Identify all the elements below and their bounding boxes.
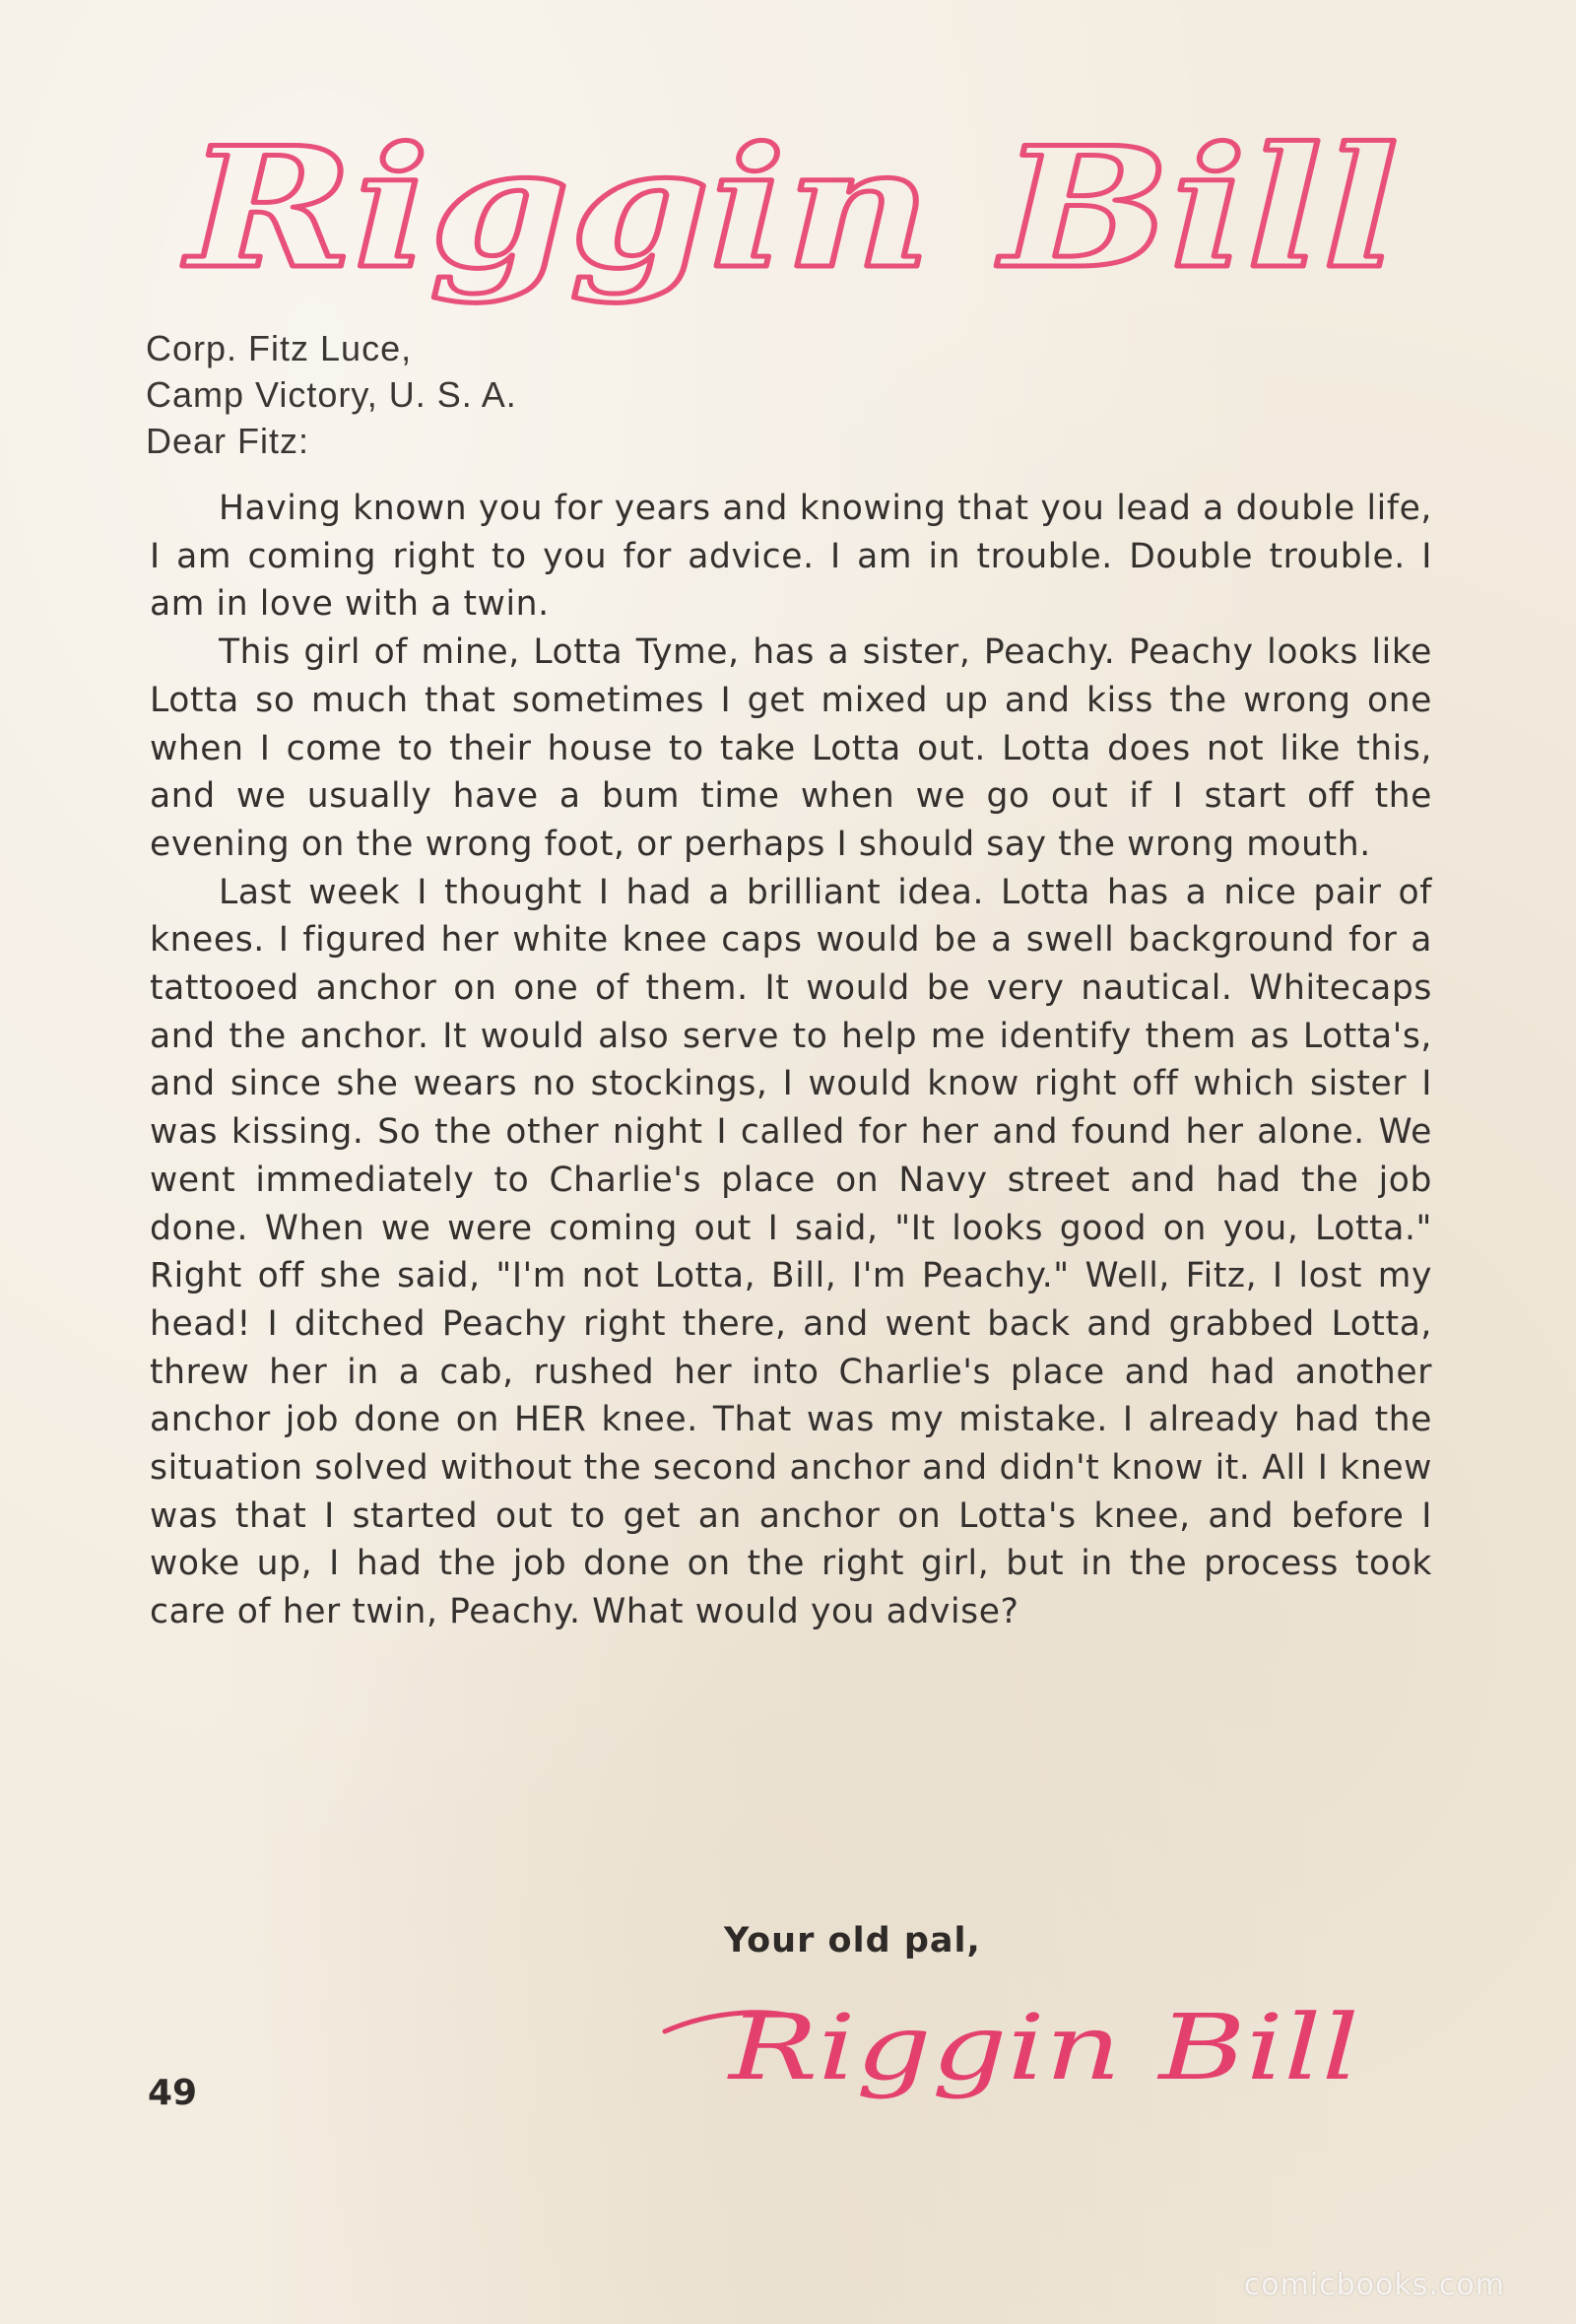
signature-text: Riggin Bill [726, 1995, 1359, 2100]
salutation: Dear Fitz: [146, 421, 310, 461]
recipient-location: Camp Victory, U. S. A. [146, 374, 517, 415]
closing-line: Your old pal, [724, 1921, 981, 1960]
title-text: Riggin Bill [182, 118, 1399, 305]
address-block [146, 325, 1032, 464]
signature [655, 1980, 1413, 2108]
title-script-svg [158, 118, 1428, 315]
signature-svg [655, 1980, 1413, 2108]
paragraph-2: This girl of mine, Lotta Tyme, has a sister, Peachy. Peachy looks like Lotta so much that sometimes I get mixed up and kiss the wrong one when I come to their house to take Lotta out. Lotta does not like this, and we usually have a bum time when we go out if I start off the evening on the wrong foot, or perhaps I should say the wrong mouth. [150, 632, 1432, 864]
letter-body [150, 485, 1432, 1636]
recipient-name: Corp. Fitz Luce, [146, 328, 413, 368]
title-logo [158, 118, 1428, 315]
watermark: comicbooks.com [1243, 2268, 1505, 2302]
paragraph-3: Last week I thought I had a brilliant idea. Lotta has a nice pair of knees. I figured her white knee caps would be a swell background for a tattooed anchor on one of them. It would be very nautical. Whitecaps and the anchor. It would also serve to help me identify them as Lotta's, and since she wears no stockings, I would know right off which sister I was kissing. So the other night I called for her and found her alone. We went immediately to Charlie's place on Navy street and had the job done. When we were coming out I said, "It looks good on you, Lotta." Right off she said, "I'm not Lotta, Bill, I'm Peachy." Well, Fitz, I lost my head! I ditched Peachy right there, and went back and grabbed Lotta, threw her in a cab, rushed her into Charlie's place and had another anchor job done on HER knee. That was my mistake. I already had the situation solved without the second anchor and didn't know it. All I knew was that I started out to get an anchor on Lotta's knee, and before I woke up, I had the job done on the right girl, but in the process took care of her twin, Peachy. What would you advise? [150, 872, 1432, 1632]
paragraph-1: Having known you for years and knowing that you lead a double life, I am coming right to you for advice. I am in trouble. Double trouble. I am in love with a twin. [150, 489, 1432, 625]
page-number: 49 [148, 2073, 198, 2113]
